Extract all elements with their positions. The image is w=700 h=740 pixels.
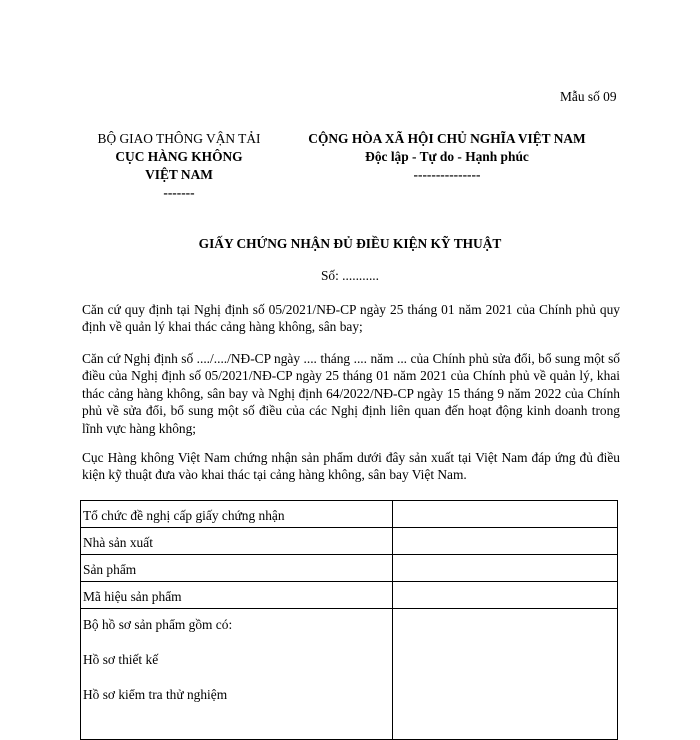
agency-name-line1: CỤC HÀNG KHÔNG xyxy=(115,149,243,164)
table-row xyxy=(81,528,618,555)
design-documents-item: Hồ sơ thiết kế xyxy=(83,652,159,667)
form-number: Mẫu số 09 xyxy=(560,89,617,104)
agency-name-line2: VIỆT NAM xyxy=(145,167,213,182)
row-label-model-code: Mã hiệu sản phẩm xyxy=(81,582,393,609)
country-name: CỘNG HÒA XÃ HỘI CHỦ NGHĨA VIỆT NAM xyxy=(308,131,586,146)
row-value-model-code xyxy=(393,582,618,609)
document-title: GIẤY CHỨNG NHẬN ĐỦ ĐIỀU KIỆN KỸ THUẬT xyxy=(198,236,502,251)
row-value-applicant xyxy=(393,501,618,528)
legal-basis-paragraph-2: Căn cứ Nghị định số ..../..../NĐ-CP ngày .... tháng .... năm ... của Chính phủ sửa đổi, bổ sung một số điều của Nghị định số 05/2021/NĐ-CP ngày 25 tháng 01 năm 2021 của Chính phủ về quản lý, khai thác cảng hàng không, sân bay và Nghị định 64/2022/NĐ-CP ngày 15 tháng 9 năm 2022 của Chính phủ về sửa đổi, bổ sung một số điều của các Nghị định liên quan đến hoạt động kinh doanh trong lĩnh vực hàng không; xyxy=(82,351,620,436)
row-value-manufacturer xyxy=(393,528,618,555)
row-label-manufacturer: Nhà sản xuất xyxy=(81,528,393,555)
legal-basis-paragraph-1: Căn cứ quy định tại Nghị định số 05/2021/NĐ-CP ngày 25 tháng 01 năm 2021 của Chính phủ quy định về quản lý khai thác cảng hàng không, sân bay; xyxy=(82,302,620,335)
table-row xyxy=(81,609,618,740)
left-divider: ------- xyxy=(163,185,195,200)
product-documents-value xyxy=(393,609,618,740)
product-info-table xyxy=(80,500,618,740)
document-number: Số: ........... xyxy=(320,268,380,283)
right-divider: --------------- xyxy=(413,167,481,182)
row-label-applicant: Tổ chức đề nghị cấp giấy chứng nhận xyxy=(81,501,393,528)
table-row xyxy=(81,501,618,528)
national-header xyxy=(298,130,596,184)
product-documents-header: Bộ hồ sơ sản phẩm gồm có: xyxy=(83,617,233,632)
row-label-product: Sản phẩm xyxy=(81,555,393,582)
certification-statement: Cục Hàng không Việt Nam chứng nhận sản phẩm dưới đây sản xuất tại Việt Nam đáp ứng đủ điều kiện kỹ thuật đưa vào khai thác tại cảng hàng không, sân bay Việt Nam. xyxy=(82,450,620,483)
test-documents-item: Hồ sơ kiểm tra thử nghiệm xyxy=(83,687,228,702)
row-value-product xyxy=(393,555,618,582)
ministry-name: BỘ GIAO THÔNG VẬN TẢI xyxy=(97,131,261,146)
motto: Độc lập - Tự do - Hạnh phúc xyxy=(365,149,529,164)
table-row xyxy=(81,555,618,582)
issuing-authority-header xyxy=(80,130,278,202)
table-row xyxy=(81,582,618,609)
product-documents-cell xyxy=(81,609,393,740)
